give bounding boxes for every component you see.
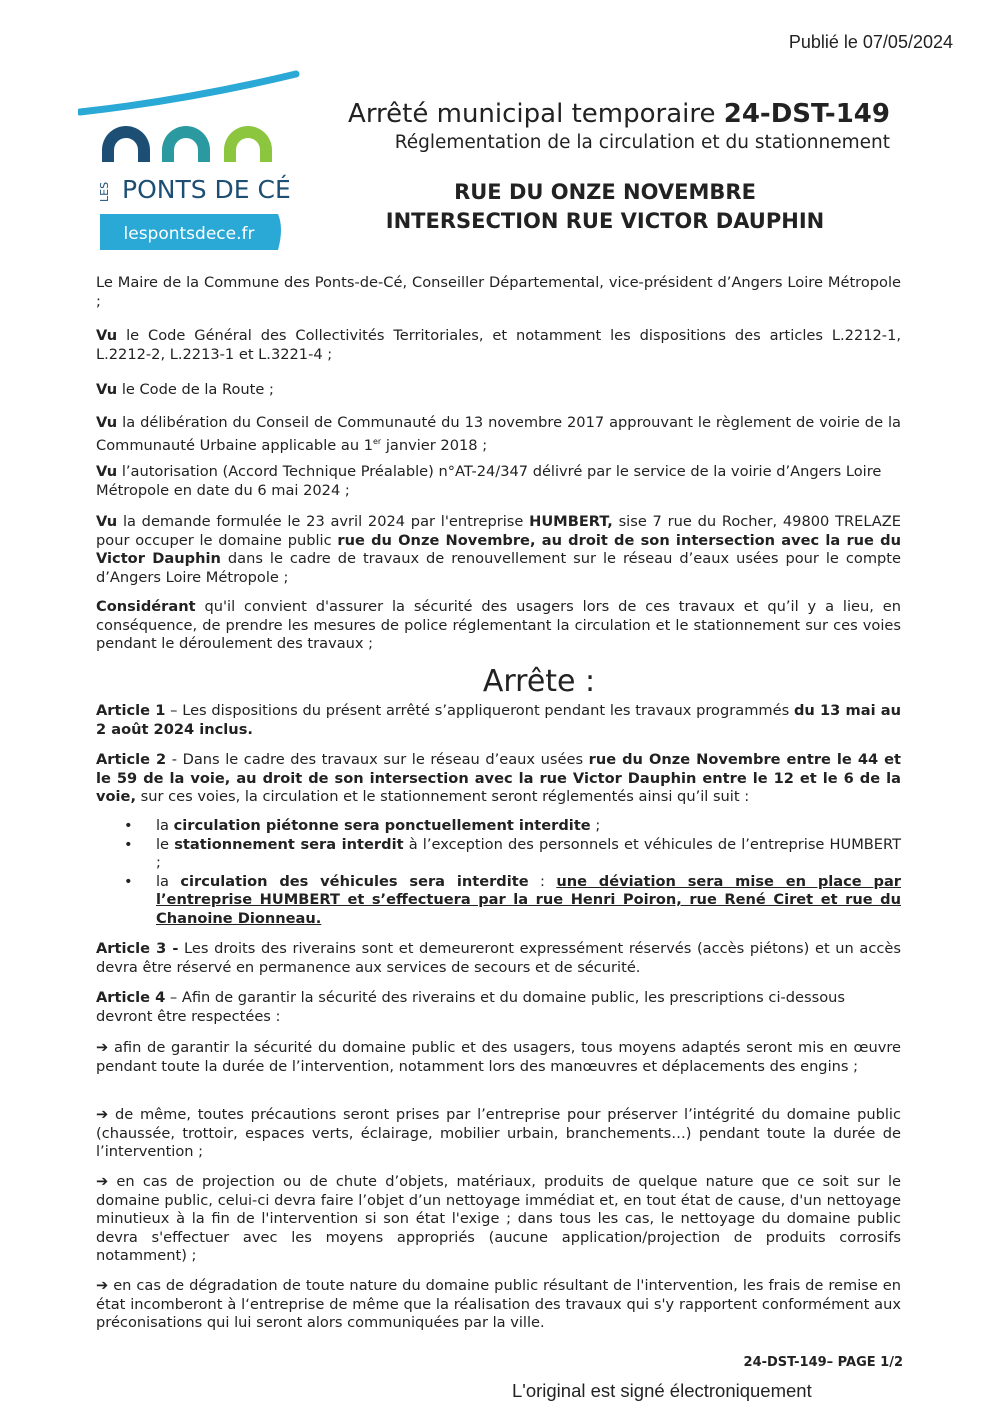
page-footer: 24-DST-149– PAGE 1/2 xyxy=(743,1355,903,1370)
deviation-text: une déviation sera mise en place par l’entreprise HUMBERT et s’effectuera par la rue Henri Poiron, rue René Ciret et rue du Chanoine Dionneau. xyxy=(156,872,902,927)
arrete-heading: Arrête : xyxy=(482,664,596,699)
vu-text-end: janvier 2018 ; xyxy=(381,436,488,454)
arrow-icon: ➔ xyxy=(96,1173,109,1190)
considerant xyxy=(96,598,901,654)
location-bold: rue du Onze Novembre, au droit de son intersection avec la rue du Victor Dauphin xyxy=(96,531,901,567)
prescription-text: en cas de projection ou de chute d’objets, matériaux, produits de quelque nature que ce soit sur le domaine public, celui-ci devra faire l’objet d’un nettoyage immédiat et, en tout état de cause, d'un nettoyage minutieux à la fin de l'intervention si son état l'exige ; dans tous les cas, le nettoyage du domaine public devra s'effectuer avec les moyens appropriés (aucune application/projection de produits corrosifs notamment) ; xyxy=(96,1173,901,1264)
article-location: rue du Onze Novembre entre le 44 et le 59 de la voie, au droit de son intersection avec la rue Victor Dauphin entre le 12 et le 6 de la voie, xyxy=(96,751,902,805)
considerant-label: Considérant xyxy=(96,598,196,615)
vu-label: Vu xyxy=(96,327,118,344)
page-title xyxy=(300,98,890,130)
vu-text: l’autorisation (Accord Technique Préalable) n°AT-24/347 délivré par le service de la voirie d’Angers Loire Métropole en date du 6 mai 2024 ; xyxy=(96,463,882,499)
bullet-end: ; xyxy=(595,817,601,834)
prescription-text: en cas de dégradation de toute nature du domaine public résultant de l'intervention, les frais de remise en état incomberont à l‘entreprise de même que la réalisation des travaux qui s'y rapportent conformément aux préconisations qui lui seront alors communiquées par la ville. xyxy=(96,1277,902,1331)
vu-demande xyxy=(96,513,901,587)
published-date: Publié le 07/05/2024 xyxy=(788,32,953,52)
prescription-4 xyxy=(96,1277,901,1333)
town-logo-graphic xyxy=(78,70,303,255)
title-number: 24-DST-149 xyxy=(723,99,890,129)
vu-text: la demande formulée le 23 avril 2024 par l'entreprise xyxy=(122,513,524,530)
vu-text: la délibération du Conseil de Communauté du 13 novembre 2017 approuvant le règlement de voirie de la Communauté Urbaine applicable au 1 xyxy=(96,414,902,454)
title-block xyxy=(300,98,890,156)
article-3 xyxy=(96,940,901,977)
article-text-end: sur ces voies, la circulation et le stationnement seront réglementés ainsi qu’il suit : xyxy=(140,788,750,805)
bullet-bold: circulation piétonne sera ponctuellement interdite xyxy=(173,817,591,834)
article-2-bullets xyxy=(96,817,901,928)
article-text: – Les dispositions du présent arrêté s’appliqueront pendant les travaux programmés xyxy=(170,702,790,719)
article-2 xyxy=(96,751,901,807)
vu-cgct xyxy=(96,327,901,364)
bullet-text: la xyxy=(156,817,169,834)
list-item xyxy=(96,873,901,929)
article-1 xyxy=(96,702,901,739)
vu-code-route xyxy=(96,381,901,400)
arrow-icon: ➔ xyxy=(96,1039,109,1056)
vu-label: Vu xyxy=(96,513,118,530)
bullet-bold: stationnement sera interdit xyxy=(174,835,404,853)
vu-label: Vu xyxy=(96,463,118,480)
bullet-bold: circulation des véhicules sera interdite xyxy=(180,872,529,890)
prescription-3 xyxy=(96,1173,901,1266)
vu-text: le Code de la Route ; xyxy=(121,381,274,398)
list-item xyxy=(96,836,901,873)
prescription-text: de même, toutes précautions seront prises par l’entreprise pour préserver l’intégrité du domaine public (chaussée, trottoir, espaces verts, éclairage, mobilier urbain, branchements…) pendant toute la durée de l’intervention ; xyxy=(96,1106,901,1160)
vu-text-3: dans le cadre de travaux de renouvellement sur le réseau d’eaux usées pour le compte d’Angers Loire Métropole ; xyxy=(96,550,901,586)
vu-deliberation xyxy=(96,414,901,455)
bullet-end: à l’exception des personnels et véhicules de l’entreprise HUMBERT ; xyxy=(156,835,902,871)
article-text: Les droits des riverains sont et demeureront expressément réservés (accès piétons) et un accès devra être réservé en permanence aux services de secours et de sécurité. xyxy=(96,940,901,976)
article-label: Article 2 xyxy=(96,751,167,768)
signature-note: L'original est signé électroniquement xyxy=(512,1380,812,1401)
street-line-1: RUE DU ONZE NOVEMBRE xyxy=(454,180,756,204)
article-text: - Dans le cadre des travaux sur le réseau d’eaux usées xyxy=(171,751,584,768)
vu-label: Vu xyxy=(96,414,118,431)
maire-text: Le Maire de la Commune des Ponts-de-Cé, Conseiller Départemental, vice-président d’Angers Loire Métropole ; xyxy=(96,274,901,310)
arrow-icon: ➔ xyxy=(96,1106,109,1123)
considerant-text: qu'il convient d'assurer la sécurité des usagers lors de ces travaux et qu’il y a lieu, en conséquence, de prendre les mesures de police réglementant la circulation et le stationnement sur ces voies pendant le déroulement des travaux ; xyxy=(96,598,902,652)
street-line-2: INTERSECTION RUE VICTOR DAUPHIN xyxy=(385,209,825,233)
article-4 xyxy=(96,989,901,1026)
town-logo xyxy=(78,70,303,255)
logo-url: lespontsdece.fr xyxy=(123,224,255,244)
vu-autorisation xyxy=(96,463,901,500)
prescription-text: afin de garantir la sécurité du domaine public et des usagers, tous moyens adaptés seront mis en œuvre pendant toute la durée de l’intervention, notamment lors des manœuvres et déplacements des engins ; xyxy=(96,1039,901,1075)
preamble-maire xyxy=(96,274,901,311)
list-item xyxy=(96,817,901,836)
article-text: – Afin de garantir la sécurité des riverains et du domaine public, les prescriptions ci-dessous devront être respectées : xyxy=(96,989,845,1025)
bullet-text: le xyxy=(156,835,170,853)
bullet-text: la xyxy=(156,872,169,890)
logo-brand: PONTS DE CÉ xyxy=(122,175,291,204)
bullet-colon: : xyxy=(540,872,545,890)
article-label: Article 1 xyxy=(96,702,166,719)
vu-text-2: sise 7 rue du Rocher, 49800 TRELAZE pour occuper le domaine public xyxy=(96,513,902,549)
prescription-1 xyxy=(96,1039,901,1076)
vu-label: Vu xyxy=(96,381,118,398)
page-subtitle: Réglementation de la circulation et du stationnement xyxy=(394,132,890,153)
company-name: HUMBERT, xyxy=(529,513,613,530)
vu-text: le Code Général des Collectivités Territoriales, et notamment les dispositions des articles L.2212-1, L.2212-2, L.2213-1 et L.3221-4 ; xyxy=(96,327,901,363)
article-dates: du 13 mai au 2 août 2024 inclus. xyxy=(96,702,902,738)
logo-les: LES xyxy=(98,181,111,202)
street-heading xyxy=(310,178,900,236)
article-label: Article 3 - xyxy=(96,940,179,957)
article-label: Article 4 xyxy=(96,989,166,1006)
arrow-icon: ➔ xyxy=(96,1277,109,1294)
title-prefix: Arrêté municipal temporaire xyxy=(348,99,716,129)
prescription-2 xyxy=(96,1106,901,1162)
vu-sup: er xyxy=(373,436,382,446)
